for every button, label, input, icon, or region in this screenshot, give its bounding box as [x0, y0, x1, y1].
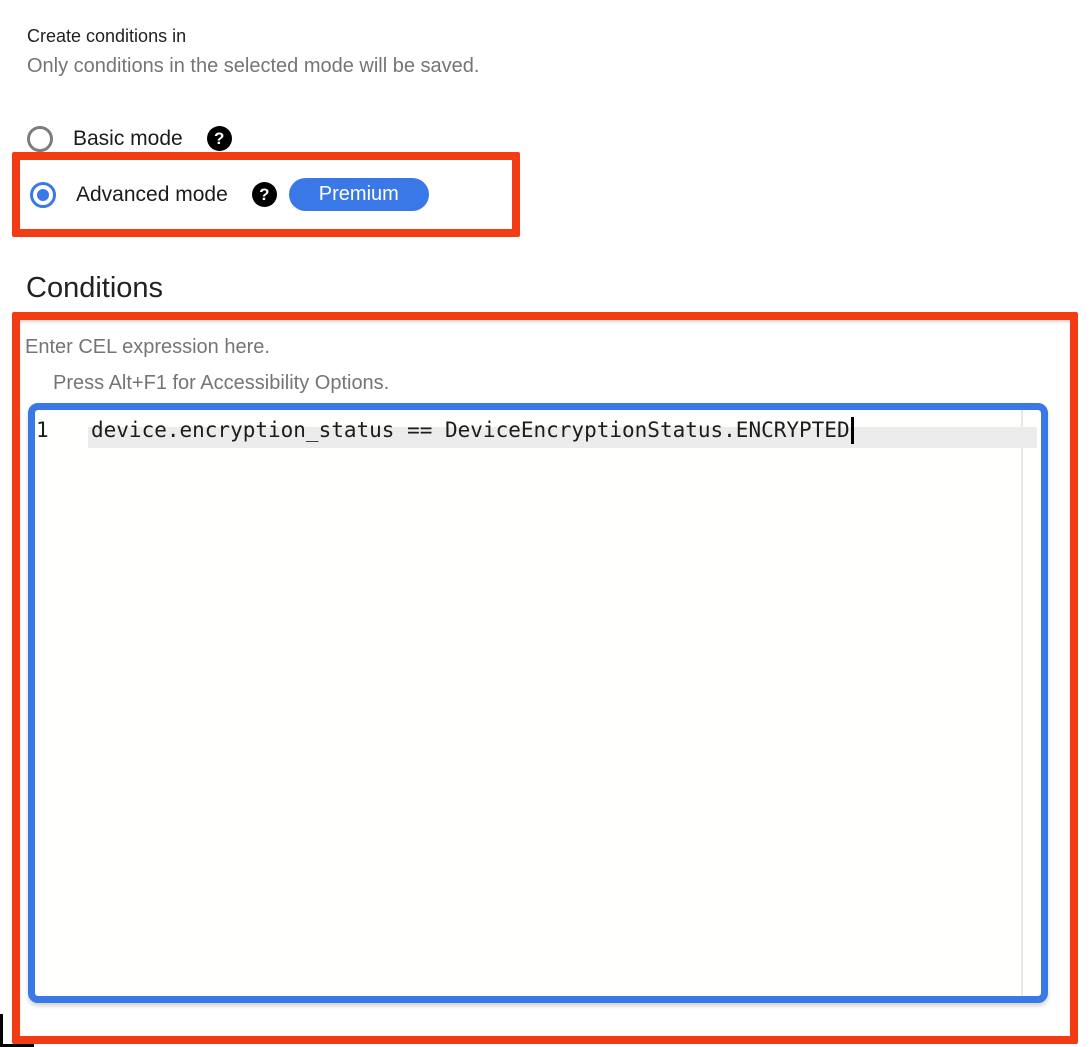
code-line-row[interactable]	[35, 410, 1041, 450]
conditions-heading: Conditions	[26, 272, 164, 304]
print-margin-ruler	[1021, 410, 1023, 996]
radio-unselected-icon[interactable]	[27, 126, 53, 152]
text-cursor	[851, 417, 854, 444]
code-line-text[interactable]: device.encryption_status == DeviceEncryptionStatus.ENCRYPTED	[91, 418, 850, 442]
advanced-mode-label: Advanced mode	[76, 182, 228, 206]
cel-expression-hint: Enter CEL expression here.	[25, 336, 270, 358]
create-conditions-title: Create conditions in	[27, 26, 187, 46]
screenshot-edge-mark	[0, 1014, 3, 1047]
line-number: 1	[36, 418, 49, 442]
help-icon[interactable]: ?	[207, 126, 232, 151]
radio-row-basic-mode[interactable]	[27, 125, 232, 152]
help-icon[interactable]: ?	[252, 182, 277, 207]
radio-row-advanced-mode[interactable]	[30, 178, 429, 211]
basic-mode-label: Basic mode	[73, 126, 183, 150]
accessibility-options-hint: Press Alt+F1 for Accessibility Options.	[53, 372, 390, 394]
radio-selected-icon[interactable]	[30, 182, 56, 208]
premium-badge: Premium	[289, 178, 429, 211]
create-conditions-subtitle: Only conditions in the selected mode will be saved.	[27, 55, 480, 77]
editor-content-area[interactable]	[35, 410, 1041, 996]
cel-editor[interactable]	[28, 403, 1048, 1003]
